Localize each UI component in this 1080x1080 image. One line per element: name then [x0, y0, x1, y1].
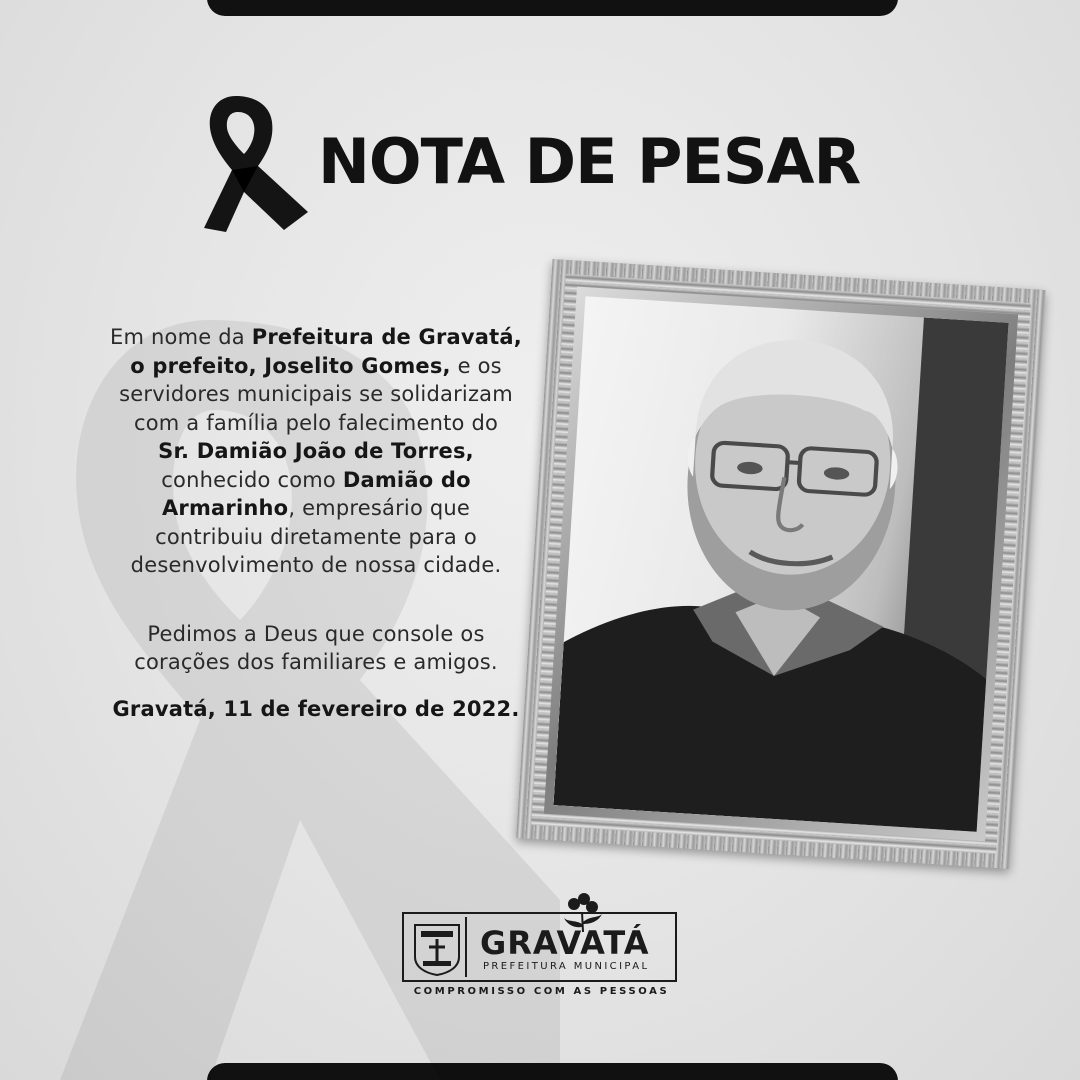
- page-title: NOTA DE PESAR: [318, 125, 861, 198]
- message-line: [82, 494, 550, 523]
- city-seal-graphic: [407, 917, 467, 977]
- logo-name: GRAVATÁ: [480, 924, 650, 962]
- condolence-message: [82, 323, 550, 723]
- message-line: [82, 466, 550, 495]
- message-line: com a família pelo falecimento do: [133, 410, 499, 435]
- mourning-ribbon-icon: [196, 92, 316, 234]
- city-seal-icon: [407, 917, 467, 977]
- frame-inner-border: [544, 287, 1018, 842]
- message-emphasis: Armarinho: [161, 496, 289, 520]
- message-emphasis: Prefeitura de Gravatá,: [251, 325, 522, 349]
- portrait-illustration: [553, 296, 1008, 832]
- deceased-name: Sr. Damião João de Torres,: [158, 439, 474, 463]
- portrait-frame: [516, 259, 1045, 869]
- message-line: [82, 323, 550, 352]
- city-logo: [402, 892, 682, 1002]
- message-text: Em nome da: [110, 325, 252, 349]
- logo-tagline: COMPROMISSO COM AS PESSOAS: [413, 986, 670, 997]
- message-line: servidores municipais se solidarizam: [119, 382, 513, 406]
- message-line: desenvolvimento de nossa cidade.: [130, 553, 502, 577]
- top-bar: [207, 0, 898, 16]
- message-text: e os: [450, 353, 502, 378]
- logo-subtitle: PREFEITURA MUNICIPAL: [483, 961, 650, 972]
- frame-border: [531, 274, 1031, 854]
- portrait-photo: [553, 296, 1008, 832]
- message-line: [82, 437, 550, 466]
- message-text: , empresário que: [288, 496, 471, 520]
- date-line: Gravatá, 11 de fevereiro de 2022.: [112, 696, 520, 721]
- prayer-paragraph: [82, 620, 550, 677]
- message-emphasis: o prefeito, Joselito Gomes,: [130, 353, 451, 378]
- message-emphasis: Damião do: [342, 467, 471, 492]
- message-text: conhecido como: [161, 467, 343, 492]
- message-line: [82, 352, 550, 381]
- message-line: Pedimos a Deus que console os: [147, 621, 485, 646]
- logo-box: [402, 912, 677, 982]
- message-line: contribuiu diretamente para o: [155, 524, 477, 549]
- message-line: corações dos familiares e amigos.: [134, 650, 498, 674]
